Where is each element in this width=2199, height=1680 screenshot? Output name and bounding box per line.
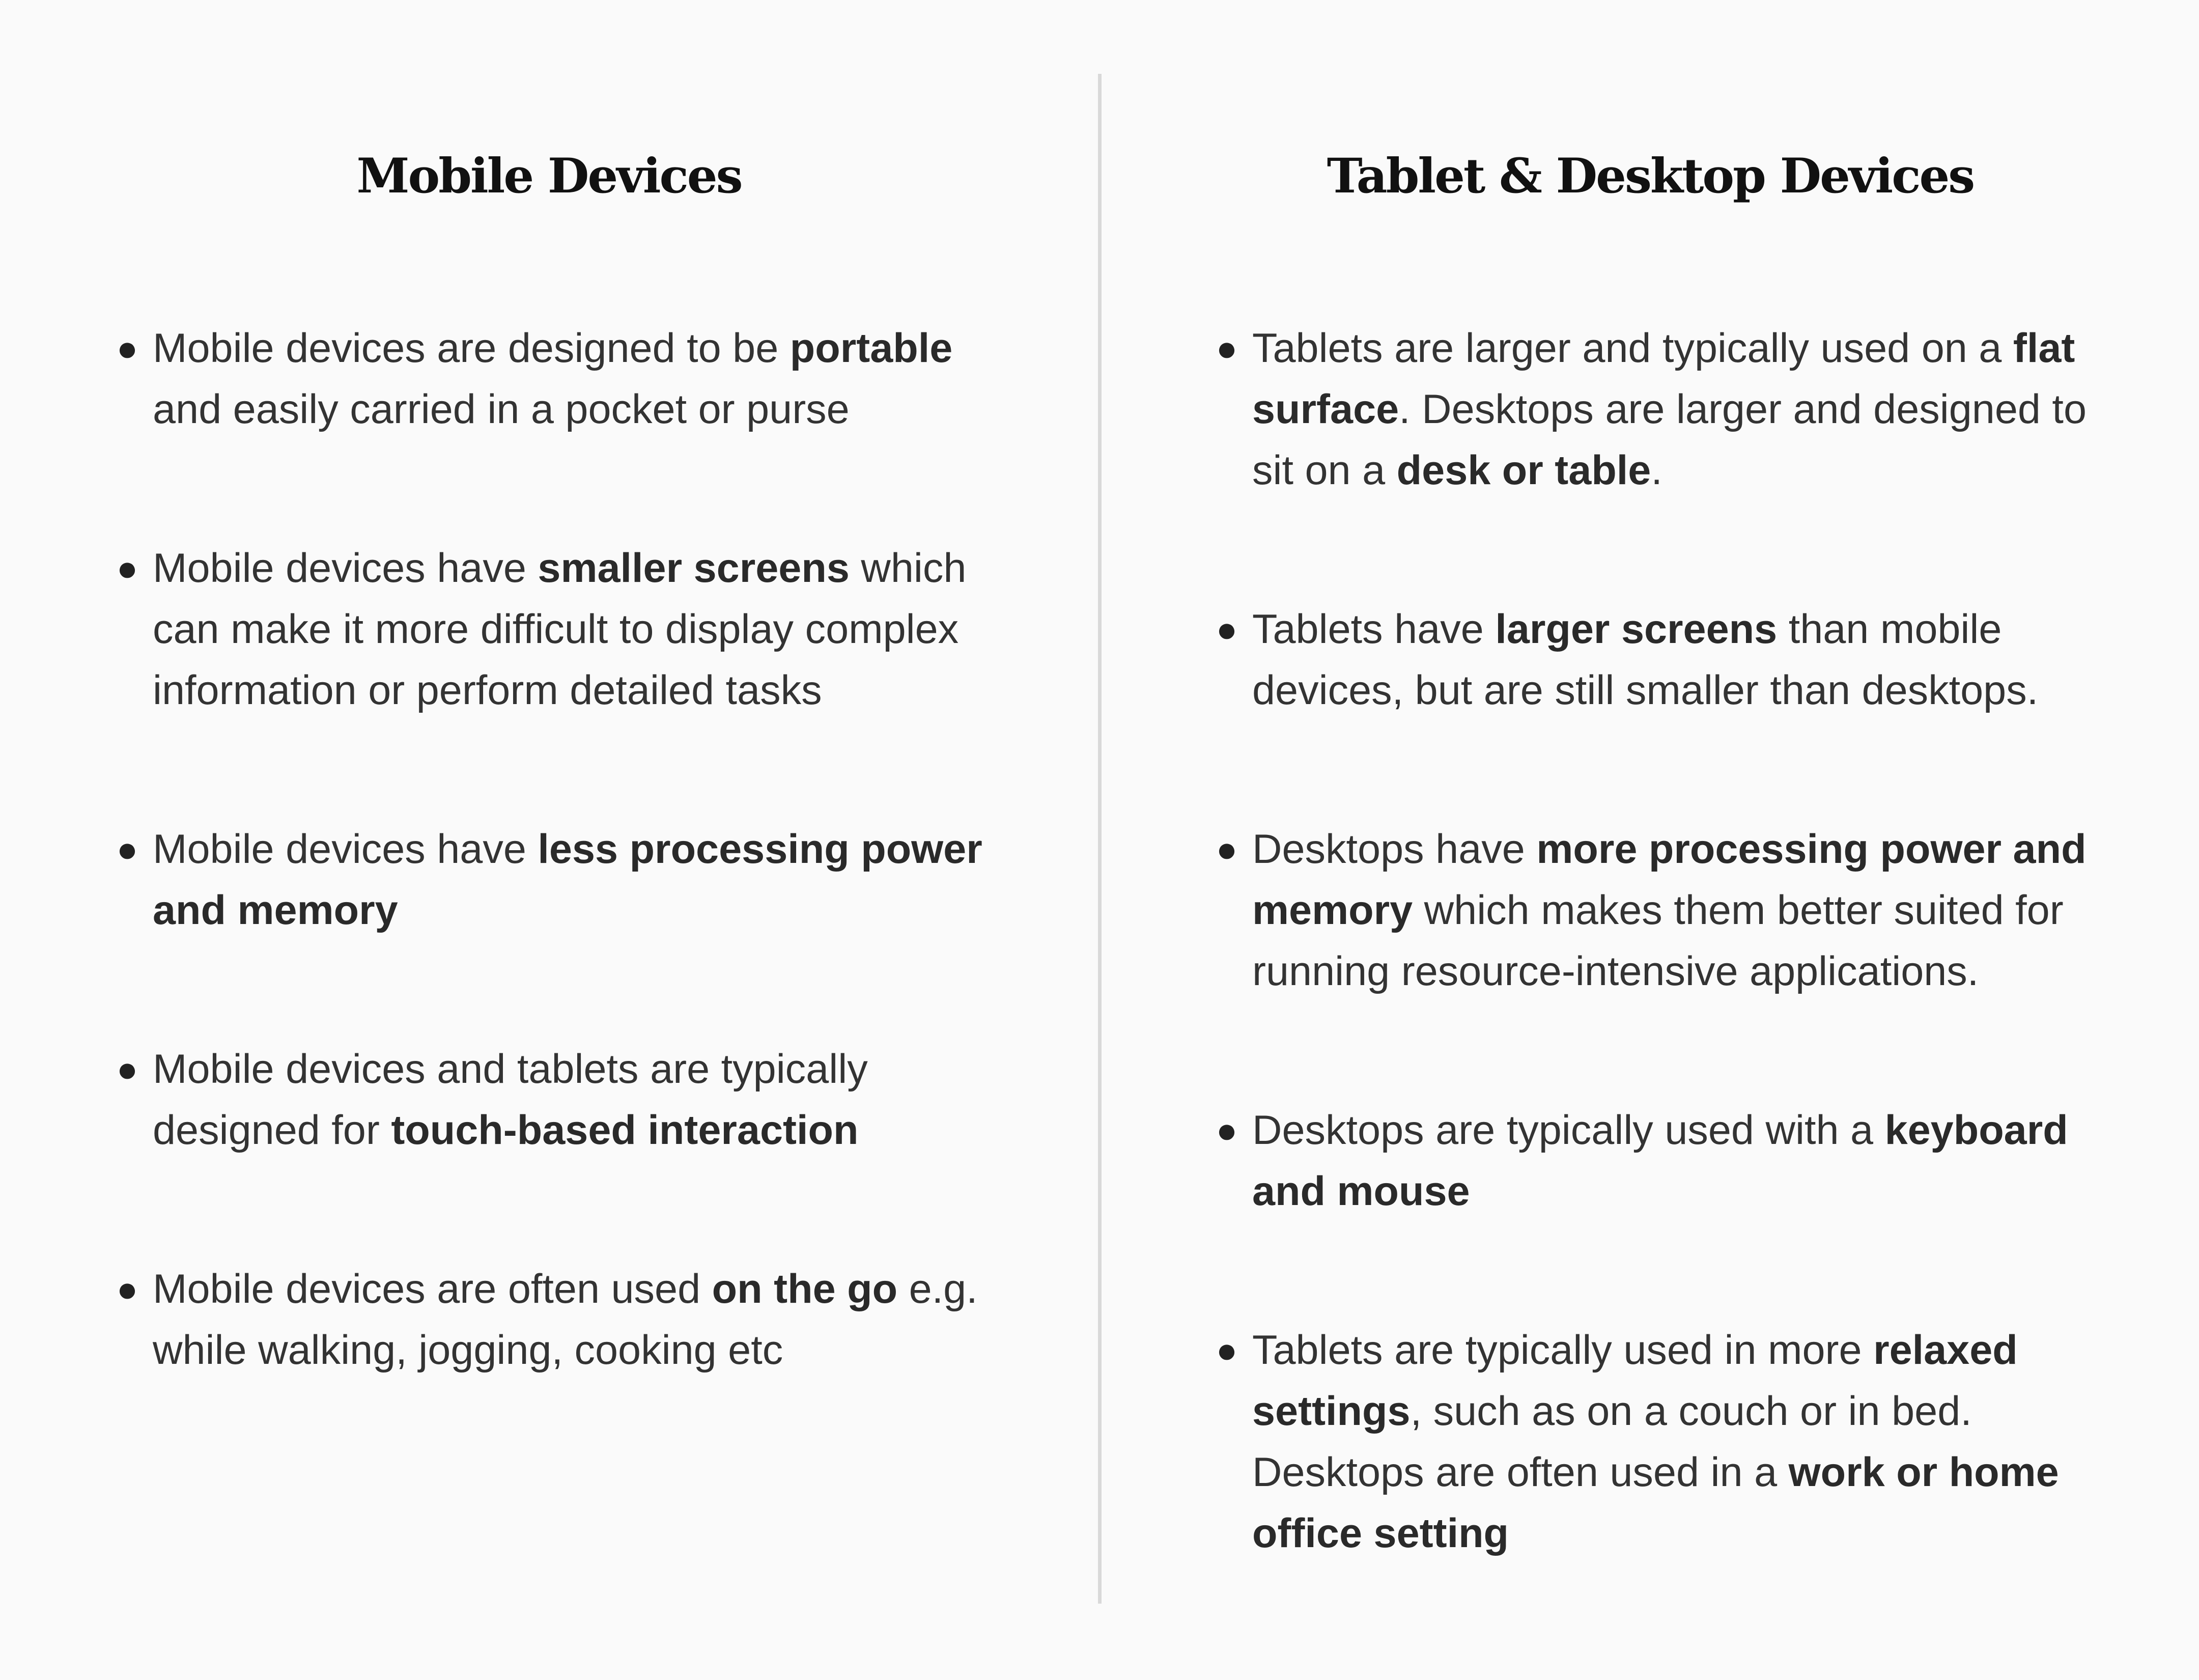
list-item: ● Desktops are typically used with a keyboard and mouse — [1252, 1100, 2128, 1222]
bullet-icon: ● — [116, 548, 138, 588]
list-item: ● Tablets have larger screens than mobile devices, but are still smaller than desktops. — [1252, 599, 2128, 721]
list-item: ● Mobile devices have smaller screens which can make it more difficult to display complex information or perform detailed tasks — [153, 538, 1028, 721]
list-item: ● Mobile devices have less processing power and memory — [153, 819, 1028, 941]
mobile-devices-heading: Mobile Devices — [356, 148, 742, 204]
list-item: ● Tablets are typically used in more relaxed settings, such as on a couch or in bed. Desktops are often used in a work or home office setting — [1252, 1320, 2128, 1564]
list-item: ● Mobile devices and tablets are typically designed for touch-based interaction — [153, 1039, 1028, 1161]
tablet-desktop-heading: Tablet & Desktop Devices — [1327, 148, 1974, 204]
bullet-icon: ● — [116, 328, 138, 368]
bullet-icon: ● — [1216, 1330, 1238, 1370]
bullet-icon: ● — [1216, 1110, 1238, 1150]
list-item: ● Mobile devices are designed to be portable and easily carried in a pocket or purse — [153, 318, 1028, 440]
bullet-icon: ● — [1216, 609, 1238, 649]
bullet-icon: ● — [1216, 328, 1238, 368]
column-divider — [1098, 74, 1102, 1604]
bullet-icon: ● — [116, 829, 138, 869]
bullet-icon: ● — [116, 1269, 138, 1309]
list-item: ● Mobile devices are often used on the go e.g. while walking, jogging, cooking etc — [153, 1258, 1028, 1381]
bullet-icon: ● — [1216, 829, 1238, 869]
list-item: ● Desktops have more processing power and memory which makes them better suited for running resource-intensive applications. — [1252, 819, 2128, 1002]
bullet-icon: ● — [116, 1049, 138, 1089]
list-item: ● Tablets are larger and typically used on a flat surface. Desktops are larger and designed to sit on a desk or table. — [1252, 318, 2128, 501]
